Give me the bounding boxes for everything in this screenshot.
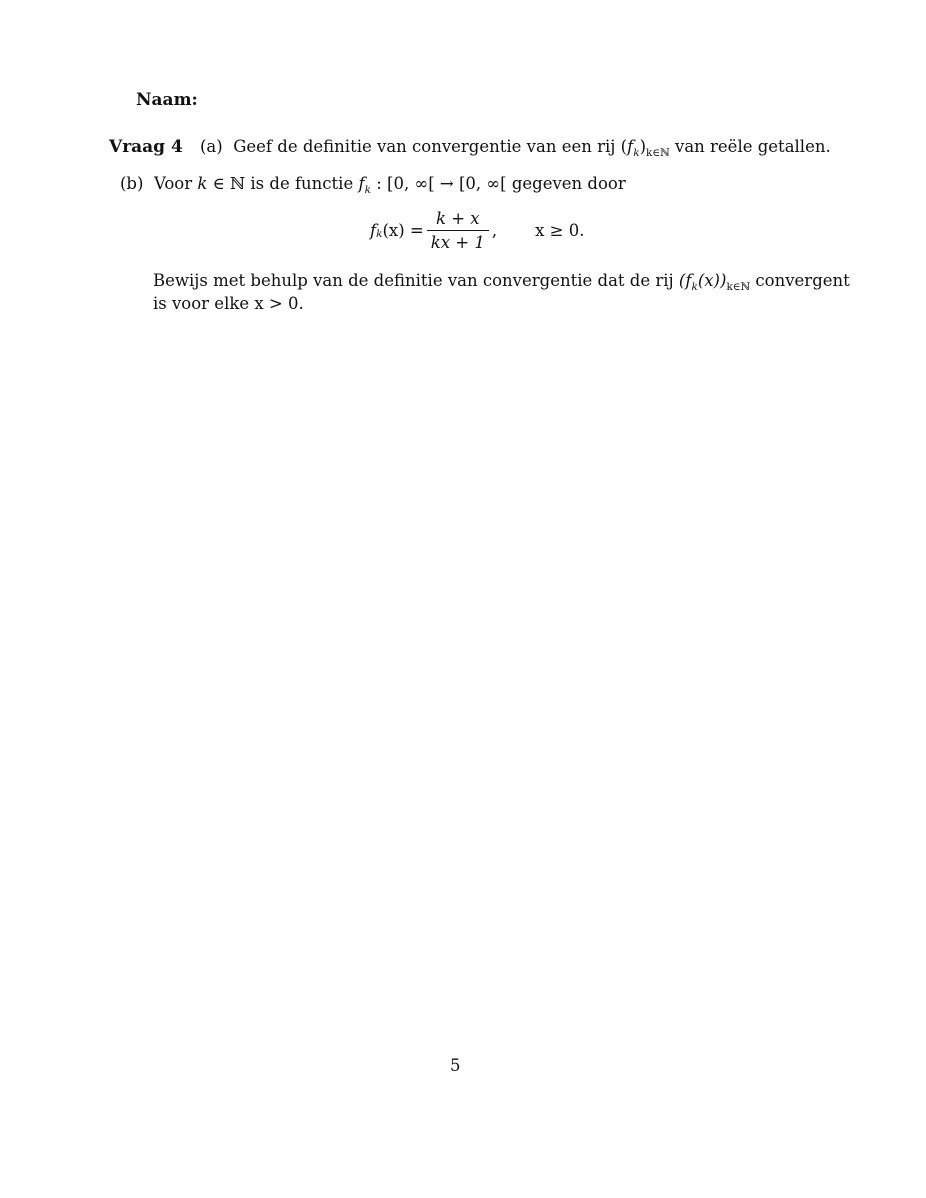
formula-fraction — [427, 209, 489, 252]
formula-condition: x ≥ 0. — [535, 220, 585, 240]
part-b-text-3: gegeven door — [511, 174, 626, 193]
proof-line-2: is voor elke x > 0. — [153, 294, 304, 313]
proof-line-1 — [153, 271, 850, 293]
part-a-seq-sub: k — [633, 147, 640, 159]
part-b-func-f: f — [358, 174, 365, 193]
part-a-seq-f: f — [627, 137, 634, 156]
part-b-domain: : [0, ∞[ → [0, ∞[ — [376, 174, 507, 193]
part-a-marker: (a) — [200, 137, 223, 156]
proof-line1-index: k∈ℕ — [726, 281, 751, 293]
part-b-var-k: k — [197, 174, 208, 193]
question-label: Vraag 4 — [109, 137, 183, 157]
proof-line1-seq: (f — [678, 271, 692, 290]
proof-line1-arg: (x)) — [697, 271, 727, 290]
part-b-func-sub: k — [364, 184, 371, 196]
formula-lhs-sub: k — [376, 228, 383, 240]
formula-comma: , — [491, 220, 498, 240]
formula-lhs-f: f — [370, 220, 377, 240]
proof-line1-before: Bewijs met behulp van de definitie van convergentie dat de rij — [153, 271, 674, 290]
proof-line1-sub: k — [691, 281, 698, 293]
formula-lhs-arg: (x) = — [382, 220, 424, 240]
formula-denominator: kx + 1 — [427, 230, 489, 252]
name-label: Naam: — [136, 90, 198, 110]
part-b-text-2: is de functie — [250, 174, 354, 193]
part-b-marker: (b) — [120, 174, 144, 193]
part-b-text — [120, 174, 626, 196]
part-a-text-before: Geef de definitie van convergentie van een rij — [233, 137, 616, 156]
formula-numerator: k + x — [435, 208, 480, 228]
page-number: 5 — [450, 1056, 461, 1075]
proof-line1-after: convergent — [755, 271, 850, 290]
display-formula — [370, 205, 584, 255]
part-b-text-1: Voor — [153, 174, 193, 193]
part-a-seq-index: k∈ℕ — [646, 147, 670, 159]
part-b-in-n: ∈ ℕ — [212, 174, 246, 193]
part-a-text-after: van reële getallen. — [675, 137, 831, 156]
part-a-text: (a) Geef de definitie van convergentie van een rij $(f_k)_{k\in ℕ}$ van reële getallen. — [200, 137, 831, 159]
